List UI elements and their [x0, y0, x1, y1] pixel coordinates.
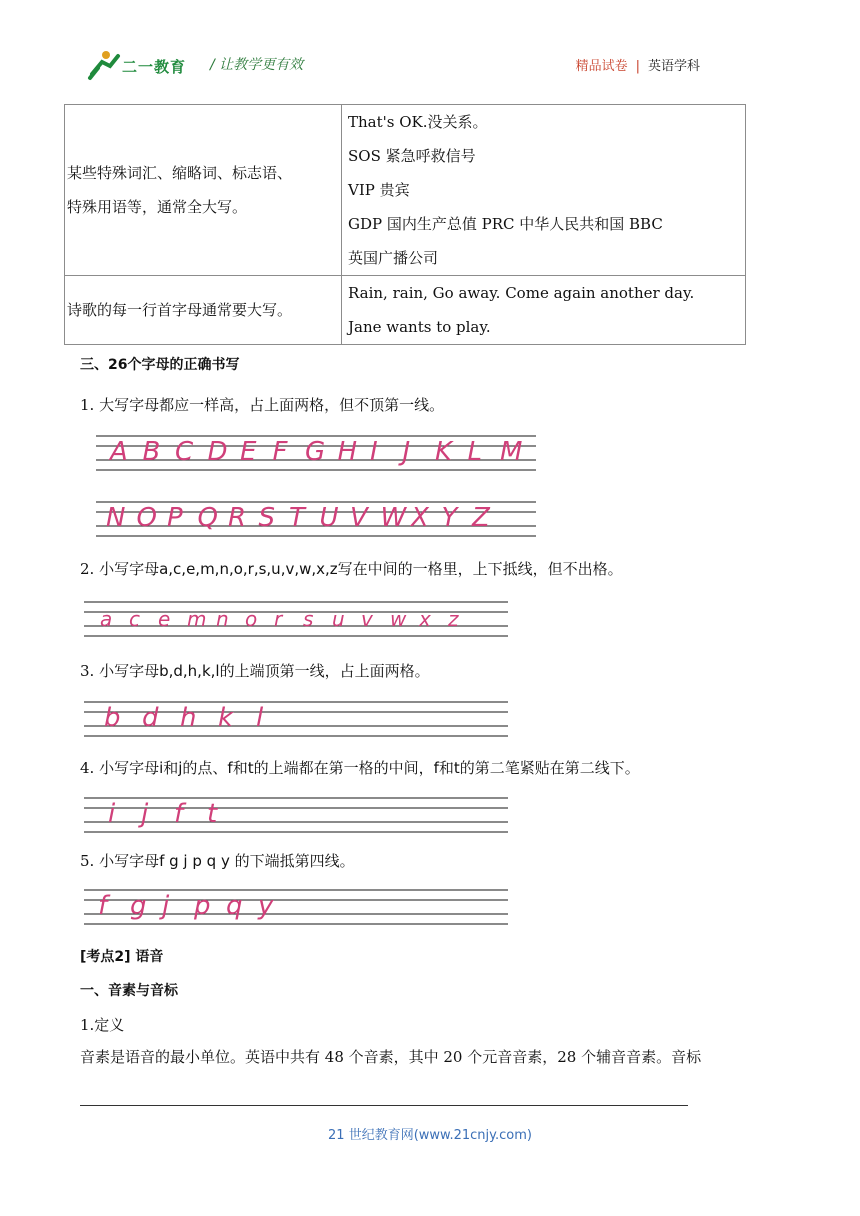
handwritten-letter: v — [361, 607, 373, 631]
example-text: Jane wants to play. — [348, 318, 491, 336]
sub-title: 一、音素与音标 — [80, 983, 178, 999]
lowercase-descender-writing-lines — [84, 886, 508, 932]
footer-divider — [80, 1105, 688, 1106]
handwritten-letter: d — [142, 703, 159, 733]
handwritten-letter: P — [167, 503, 183, 533]
table-row — [65, 276, 746, 345]
handwritten-letter: n — [216, 607, 229, 631]
handwritten-letter: j — [141, 799, 149, 829]
handwritten-letter: V — [350, 503, 368, 533]
item-number: 1. — [80, 396, 95, 414]
handwritten-letter: X — [411, 503, 429, 533]
handwritten-letter: w — [390, 607, 407, 631]
handwritten-letter: S — [258, 503, 276, 533]
rule-text: 诗歌的每一行首字母通常要大写。 — [67, 301, 293, 319]
header-label-subject: 英语学科 — [647, 59, 700, 74]
handwritten-letter: f — [174, 799, 184, 829]
handwritten-letter: H — [337, 437, 358, 467]
handwritten-letter: C — [175, 437, 194, 467]
handwritten-letter: g — [130, 891, 147, 921]
handwritten-letter: I — [370, 437, 378, 467]
handwritten-letter: l — [256, 703, 264, 733]
handwritten-letter: r — [274, 607, 283, 631]
lowercase-tall-writing-lines — [84, 698, 508, 742]
handwritten-letter: W — [380, 503, 407, 533]
handwritten-letter: b — [104, 703, 121, 733]
handwritten-letter: U — [319, 503, 339, 533]
item-number: 2. — [80, 560, 95, 578]
page-header — [0, 0, 860, 100]
definition-text: 音素是语音的最小单位。英语中共有 48 个音素，其中 20 个元音音素，28 个辅音音素。音标 — [80, 1048, 702, 1066]
item-text: 小写字母i和j的点、f和t的上端都在第一格的中间，f和t的第二笔紧贴在第二线下。 — [99, 759, 640, 777]
header-label-quality: 精品试卷 — [575, 59, 628, 74]
example-text: 英国广播公司 — [348, 249, 439, 267]
logo-text: 二一教育 — [122, 58, 187, 76]
handwritten-letter: a — [100, 607, 113, 631]
example-text: GDP 国内生产总值 PRC 中华人民共和国 BBC — [348, 215, 663, 233]
handwritten-letter: h — [180, 703, 197, 733]
rule-cell — [65, 105, 342, 276]
section-title: 三、26个字母的正确书写 — [80, 357, 240, 373]
capitalization-table — [64, 104, 746, 345]
handwritten-letter: s — [303, 607, 314, 631]
item-text: 大写字母都应一样高，占上面两格，但不顶第一线。 — [99, 396, 445, 414]
example-text: Rain, rain, Go away. Come again another day. — [348, 284, 695, 302]
handwritten-letter: z — [448, 607, 459, 631]
handwritten-letter: J — [402, 437, 411, 467]
handwritten-letter: T — [289, 503, 305, 533]
handwritten-letter: O — [136, 503, 157, 533]
handwritten-letter: B — [142, 437, 161, 467]
rule-item-1 — [80, 394, 444, 415]
handwritten-letter: Q — [197, 503, 218, 533]
handwritten-letter: j — [162, 891, 170, 921]
definition-label: 1.定义 — [80, 1016, 125, 1034]
rule-item-4 — [80, 757, 640, 778]
item-number: 4. — [80, 759, 95, 777]
handwritten-letter: t — [207, 799, 218, 829]
handwritten-letter: e — [158, 607, 171, 631]
handwritten-letter: c — [129, 607, 140, 631]
item-number: 3. — [80, 662, 95, 680]
handwritten-letter: F — [272, 437, 288, 467]
rule-item-2 — [80, 558, 623, 579]
handwritten-letter: M — [500, 437, 523, 467]
uppercase-writing-lines — [96, 430, 536, 546]
example-text: VIP 贵宾 — [348, 181, 410, 199]
item-text: 小写字母f g j p q y 的下端抵第四线。 — [99, 852, 355, 870]
item-text: 小写字母b,d,h,k,l的上端顶第一线，占上面两格。 — [99, 662, 430, 680]
handwritten-letter: o — [245, 607, 258, 631]
handwritten-letter: L — [467, 437, 482, 467]
handwritten-letter: u — [332, 607, 345, 631]
table-row — [65, 105, 746, 276]
lowercase-middle-writing-lines — [84, 598, 508, 642]
rule-cell — [65, 276, 342, 345]
rule-item-5 — [80, 850, 355, 871]
header-slogan: / 让教学更有效 — [210, 57, 304, 73]
example-text: That's OK.没关系。 — [348, 113, 488, 131]
handwritten-letter: G — [305, 437, 326, 467]
example-text: SOS 紧急呼救信号 — [348, 147, 476, 165]
handwritten-letter: f — [98, 891, 108, 921]
handwritten-letter: x — [419, 607, 431, 631]
handwritten-letter: i — [108, 799, 116, 829]
rule-text: 特殊用语等，通常全大写。 — [67, 198, 248, 216]
example-cell — [342, 276, 746, 345]
kaodian-title: [考点2] 语音 — [80, 949, 164, 965]
handwritten-letter: R — [228, 503, 247, 533]
handwritten-letter: k — [218, 703, 234, 733]
handwritten-letter: N — [106, 503, 126, 533]
rule-text: 某些特殊词汇、缩略词、标志语、 — [67, 164, 293, 182]
handwritten-letter: A — [110, 437, 128, 467]
handwritten-letter: p — [194, 891, 211, 921]
handwritten-letter: m — [187, 607, 207, 631]
item-text: 小写字母a,c,e,m,n,o,r,s,u,v,w,x,z写在中间的一格里，上下抵线，但不出格。 — [99, 560, 623, 578]
footer-site: 21 世纪教育网(www.21cnjy.com) — [328, 1128, 532, 1143]
header-subject: 精品试卷 | 英语学科 — [575, 59, 700, 74]
rule-item-3 — [80, 660, 430, 681]
handwritten-letter: Y — [441, 503, 458, 533]
handwritten-letter: D — [207, 437, 228, 467]
lowercase-dot-writing-lines — [84, 794, 508, 838]
handwritten-letter: E — [240, 437, 257, 467]
example-cell — [342, 105, 746, 276]
handwritten-letter: Z — [472, 503, 490, 533]
handwritten-letter: K — [435, 437, 453, 467]
item-number: 5. — [80, 852, 95, 870]
handwritten-letter: q — [226, 891, 243, 921]
handwritten-letter: y — [258, 891, 274, 921]
